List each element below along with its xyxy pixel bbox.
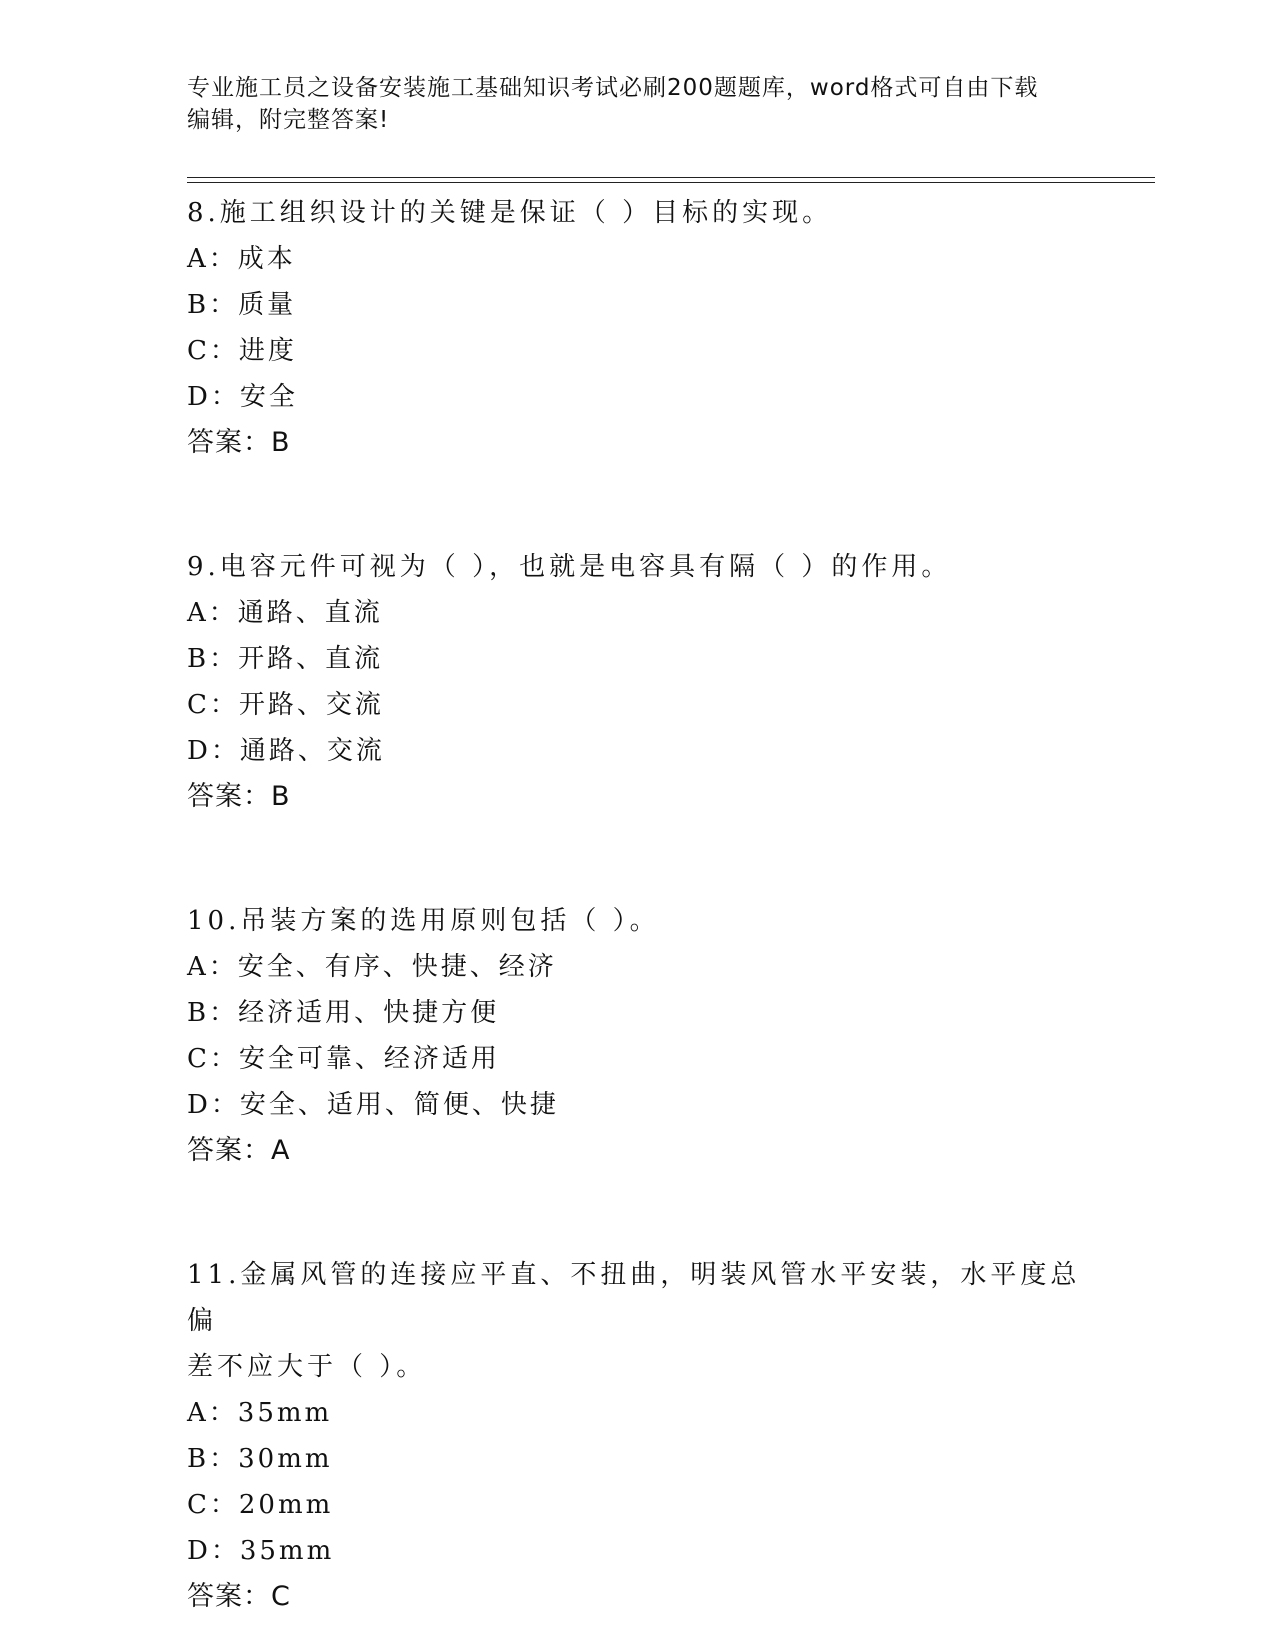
option-b: B：开路、直流 (187, 644, 384, 674)
option-a: A：35mm (187, 1398, 333, 1428)
question-stem: 9.电容元件可视为（ ），也就是电容具有隔（ ）的作用。 (187, 552, 952, 582)
option-d: D：安全 (187, 382, 298, 412)
spacer (187, 820, 1087, 898)
answer: 答案：A (187, 1135, 291, 1166)
question-list (187, 190, 1087, 1620)
question-stem-line-2: 差不应大于（ ）。 (187, 1352, 427, 1382)
option-c: C：开路、交流 (187, 690, 384, 720)
question-11 (187, 1252, 1087, 1620)
spacer (187, 466, 1087, 544)
option-b: B：30mm (187, 1444, 333, 1474)
document-header (187, 72, 1067, 136)
option-c: C：进度 (187, 336, 297, 366)
header-divider-top (187, 177, 1155, 178)
option-a: A：成本 (187, 244, 296, 274)
header-divider-bottom (187, 182, 1155, 183)
header-line-1: 专业施工员之设备安装施工基础知识考试必刷200题题库，word格式可自由下载 (187, 75, 1039, 101)
question-9 (187, 544, 1087, 820)
option-d: D：35mm (187, 1536, 335, 1566)
question-stem: 8.施工组织设计的关键是保证（ ）目标的实现。 (187, 198, 833, 228)
option-d: D：通路、交流 (187, 736, 385, 766)
option-a: A：通路、直流 (187, 598, 383, 628)
option-b: B：经济适用、快捷方便 (187, 998, 500, 1028)
header-line-2: 编辑，附完整答案! (187, 107, 390, 133)
answer: 答案：B (187, 427, 291, 458)
question-stem: 10.吊装方案的选用原则包括（ ）。 (187, 906, 660, 936)
option-c: C：20mm (187, 1490, 334, 1520)
question-stem-line-1: 11.金属风管的连接应平直、不扭曲，明装风管水平安装，水平度总偏 (187, 1260, 1081, 1336)
spacer (187, 1174, 1087, 1252)
question-8 (187, 190, 1087, 466)
question-10 (187, 898, 1087, 1174)
answer: 答案：C (187, 1581, 291, 1612)
option-c: C：安全可靠、经济适用 (187, 1044, 500, 1074)
answer: 答案：B (187, 781, 291, 812)
option-d: D：安全、适用、简便、快捷 (187, 1090, 559, 1120)
option-b: B：质量 (187, 290, 297, 320)
option-a: A：安全、有序、快捷、经济 (187, 952, 557, 982)
